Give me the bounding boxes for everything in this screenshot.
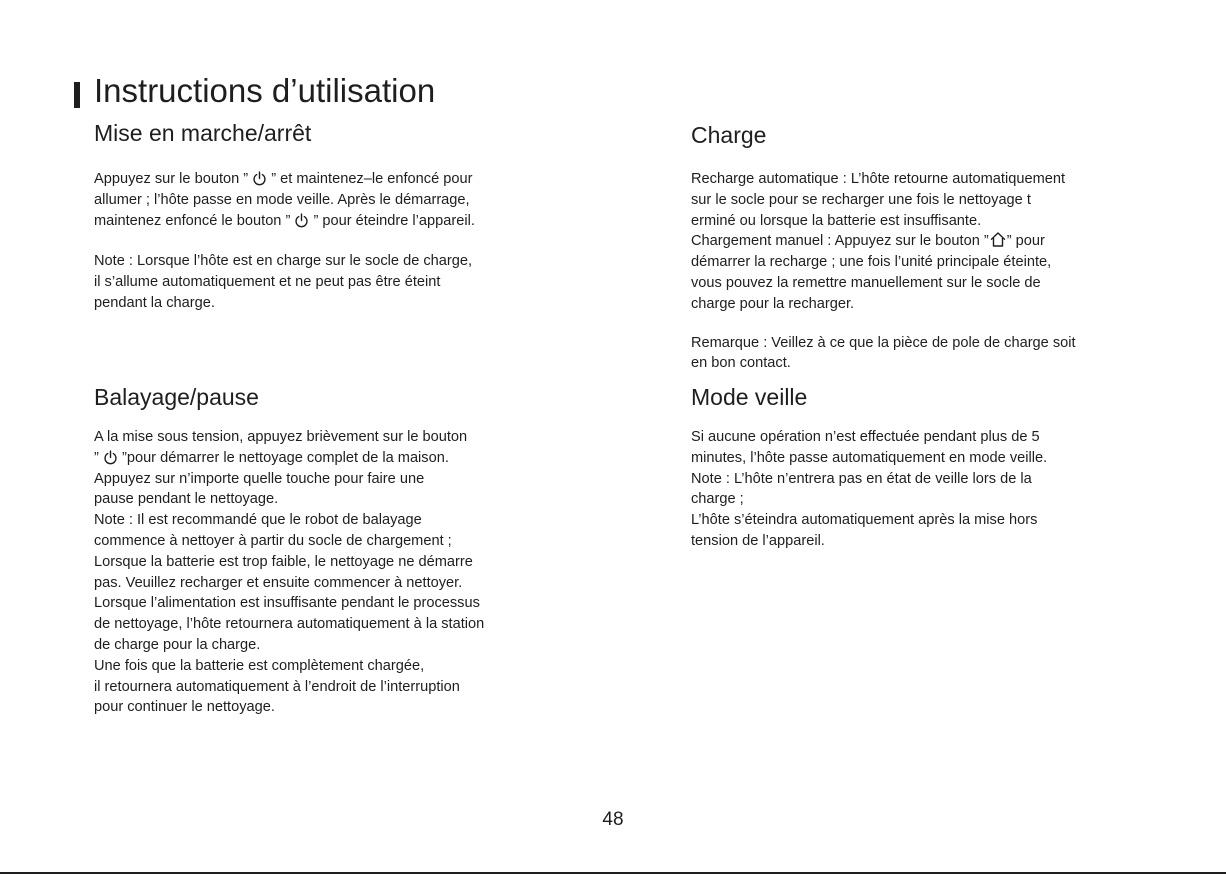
sweep-paragraph	[94, 427, 484, 718]
title-accent-bar	[74, 82, 80, 108]
charge-line-5: démarrer la recharge ; une fois l’unité principale éteinte,	[691, 254, 1052, 271]
sweep-line-5: Note : Il est recommandé que le robot de balayage	[94, 512, 422, 529]
charge-remark-line-1: Remarque : Veillez à ce que la pièce de pole de charge soit	[691, 334, 1076, 351]
charge-line-4b: ” pour	[1006, 233, 1045, 250]
section-heading-standby: Mode veille	[691, 384, 808, 410]
power-line-3b: ” pour éteindre l’appareil.	[309, 212, 475, 229]
power-line-3a: maintenez enfoncé le bouton ”	[94, 212, 295, 229]
sweep-line-7: Lorsque la batterie est trop faible, le nettoyage ne démarre	[94, 553, 473, 570]
charge-line-4a: Chargement manuel : Appuyez sur le bouton ”	[691, 233, 989, 250]
power-paragraph	[94, 169, 475, 231]
sweep-line-13: il retournera automatiquement à l’endroit de l’interruption	[94, 678, 460, 695]
sweep-line-2b: ”pour démarrer le nettoyage complet de la maison.	[117, 449, 449, 466]
sweep-line-1: A la mise sous tension, appuyez brièvement sur le bouton	[94, 429, 468, 445]
sweep-line-9: Lorsque l’alimentation est insuffisante pendant le processus	[94, 595, 480, 612]
power-line-3	[94, 211, 475, 232]
sweep-line-6: commence à nettoyer à partir du socle de chargement ;	[94, 532, 452, 549]
sweep-line-8: pas. Veuillez recharger et ensuite commencer à nettoyer.	[94, 574, 463, 591]
page-title: Instructions d’utilisation	[94, 72, 436, 109]
page-number: 48	[602, 809, 624, 830]
power-note-line-3: pendant la charge.	[94, 294, 215, 311]
sweep-line-4: pause pendant le nettoyage.	[94, 491, 279, 508]
charge-line-3: erminé ou lorsque la batterie est insuffisante.	[691, 212, 982, 229]
standby-line-6: tension de l’appareil.	[691, 532, 825, 549]
sweep-line-2a: ”	[94, 449, 103, 466]
section-heading-sweep: Balayage/pause	[94, 384, 259, 410]
charge-line-6: vous pouvez la remettre manuellement sur le socle de	[691, 274, 1041, 291]
power-note	[94, 251, 475, 313]
power-line-1	[94, 169, 475, 190]
standby-line-5: L’hôte s’éteindra automatiquement après la mise hors	[691, 512, 1038, 529]
power-icon	[294, 213, 309, 228]
charge-line-1: Recharge automatique : L’hôte retourne automatiquement	[691, 171, 1066, 187]
section-heading-power: Mise en marche/arrêt	[94, 120, 312, 146]
standby-line-1: Si aucune opération n’est effectuée pendant plus de 5	[691, 429, 1040, 445]
standby-line-3: Note : L’hôte n’entrera pas en état de veille lors de la	[691, 470, 1032, 487]
power-icon	[103, 450, 118, 465]
sweep-line-3: Appuyez sur n’importe quelle touche pour faire une	[94, 470, 425, 487]
charge-remark-line-2: en bon contact.	[691, 355, 791, 372]
sweep-line-10: de nettoyage, l’hôte retournera automatiquement à la station	[94, 616, 485, 633]
charge-line-4	[691, 231, 1076, 252]
power-icon	[252, 171, 267, 186]
standby-line-2: minutes, l’hôte passe automatiquement en mode veille.	[691, 449, 1048, 466]
section-standby	[691, 384, 1047, 552]
power-line-1b: ” et maintenez–le enfoncé pour	[267, 171, 473, 187]
sweep-line-2	[94, 448, 484, 469]
power-note-line-1: Note : Lorsque l’hôte est en charge sur le socle de charge,	[94, 253, 473, 270]
charge-line-7: charge pour la recharger.	[691, 295, 855, 312]
sweep-line-12: Une fois que la batterie est complètement chargée,	[94, 657, 425, 674]
sweep-line-11: de charge pour la charge.	[94, 636, 261, 653]
section-sweep	[94, 384, 484, 718]
power-line-1a: Appuyez sur le bouton ”	[94, 171, 253, 187]
power-note-line-2: il s’allume automatiquement et ne peut pas être éteint	[94, 274, 441, 291]
standby-line-4: charge ;	[691, 491, 744, 508]
home-icon	[989, 231, 1007, 248]
power-line-2: allumer ; l’hôte passe en mode veille. Après le démarrage,	[94, 191, 470, 208]
section-charge	[691, 122, 1076, 374]
charge-line-2: sur le socle pour se recharger une fois le nettoyage t	[691, 191, 1031, 208]
sweep-line-14: pour continuer le nettoyage.	[94, 699, 275, 716]
charge-paragraph	[691, 169, 1076, 315]
section-heading-charge: Charge	[691, 122, 767, 148]
charge-remark	[691, 333, 1076, 375]
standby-paragraph	[691, 427, 1047, 552]
section-power	[94, 120, 475, 314]
